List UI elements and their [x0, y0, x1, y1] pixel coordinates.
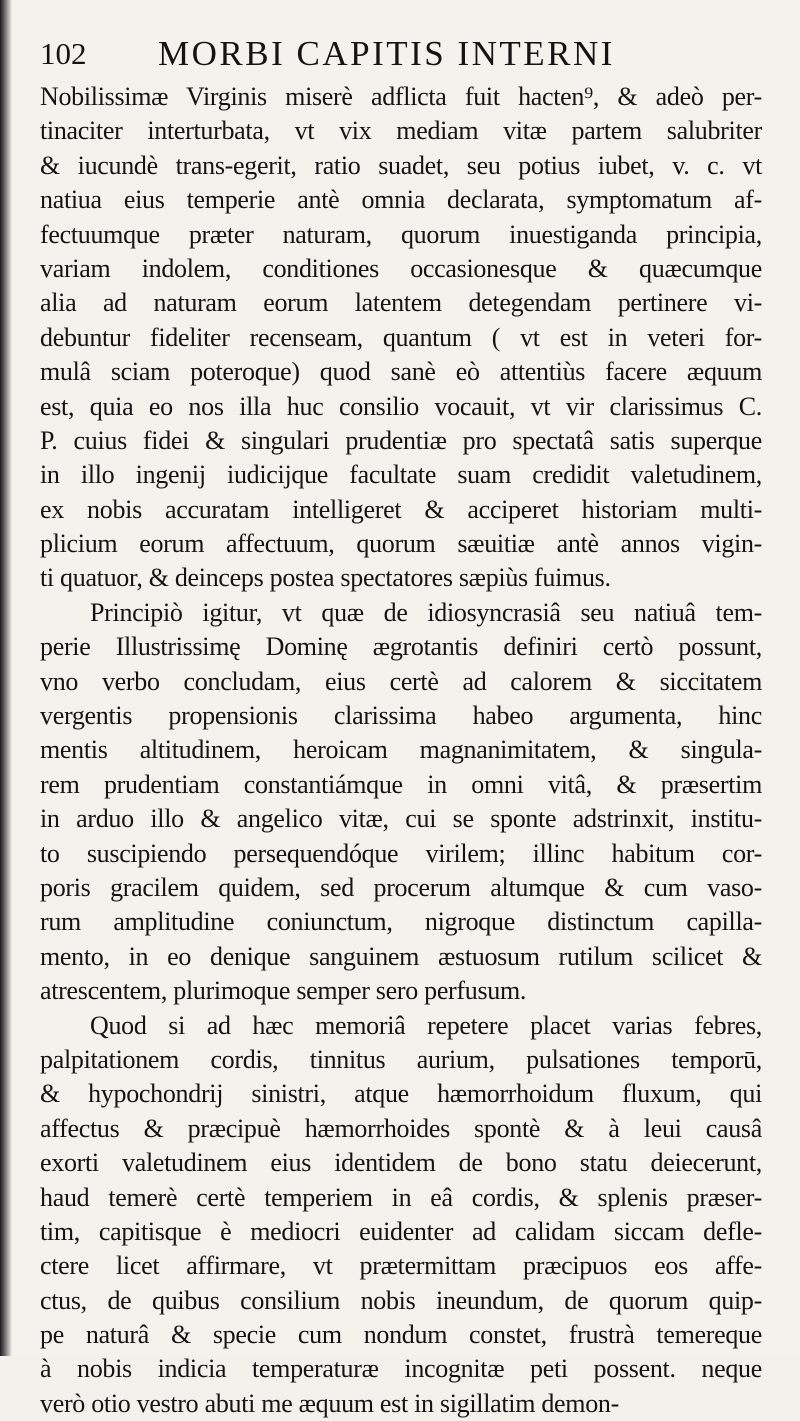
text-line: fectuumque præter naturam, quorum inuestiganda principia, [40, 219, 762, 249]
paragraph-1 [40, 80, 762, 596]
text-line: to suscipiendo persequendóque virilem; illinc habitum cor- [40, 838, 762, 868]
text-line: verò otio vestro abuti me æquum est in sigillatim demon- [40, 1388, 619, 1418]
text-line: plicium eorum affectuum, quorum sæuitiæ antè annos vigin- [40, 529, 762, 559]
page-header [40, 34, 760, 78]
text-line: in illo ingenij iudicijque facultate suam credidit valetudinem, [40, 460, 762, 490]
text-line: vno verbo concludam, eius certè ad calorem & siccitatem [40, 666, 762, 696]
text-line: mento, in eo denique sanguinem æstuosum rutilum scilicet & [40, 941, 762, 971]
text-line: mulâ sciam poteroque) quod sanè eò attentiùs facere æquum [40, 357, 762, 387]
text-line: debuntur fideliter recenseam, quantum ( vt est in veteri for- [40, 322, 762, 352]
paragraph-2 [40, 596, 762, 1009]
text-line: exorti valetudinem eius identidem de bono statu deiecerunt, [40, 1148, 762, 1178]
text-line: & iucundè trans-egerit, ratio suadet, seu potius iubet, v. c. vt [40, 150, 762, 180]
text-line: alia ad naturam eorum latentem detegendam pertinere vi- [40, 288, 762, 318]
text-line: à nobis indicia temperaturæ incognitæ peti possent. neque [40, 1354, 762, 1384]
text-line: est, quia eo nos illa huc consilio vocauit, vt vir clarissimus C. [40, 391, 762, 421]
text-line: poris gracilem quidem, sed procerum altumque & cum vaso- [40, 872, 762, 902]
text-line: ti quatuor, & deinceps postea spectatores sæpiùs fuimus. [40, 563, 611, 593]
text-line: Nobilissimæ Virginis miserè adflicta fuit hacten⁹, & adeò per- [40, 82, 762, 111]
text-line: pe naturâ & specie cum nondum constet, frustrà temereque [40, 1320, 762, 1350]
text-line: perie Illustrissimę Dominę ægrotantis definiri certò possunt, [40, 632, 762, 662]
text-line: atrescentem, plurimoque semper sero perfusum. [40, 976, 527, 1006]
text-line: Principiò igitur, vt quæ de idiosyncrasiâ seu natiuâ tem- [90, 597, 762, 627]
text-line: natiua eius temperie antè omnia declarata, symptomatum af- [40, 185, 762, 215]
text-line: tinaciter interturbata, vt vix mediam vitæ partem salubriter [40, 116, 762, 146]
text-line: in arduo illo & angelico vitæ, cui se sponte adstrinxit, institu- [40, 804, 762, 834]
text-line: Quod si ad hæc memoriâ repetere placet varias febres, [90, 1010, 762, 1040]
text-line: rum amplitudine coniunctum, nigroque distinctum capilla- [40, 907, 762, 937]
page-number: 102 [40, 36, 87, 71]
text-line: vergentis propensionis clarissima habeo argumenta, hinc [40, 701, 762, 731]
text-line: affectus & præcipuè hæmorrhoides spontè & à leui causâ [40, 1113, 762, 1143]
text-line: P. cuius fidei & singulari prudentiæ pro spectatâ satis superque [40, 425, 762, 455]
text-line: palpitationem cordis, tinnitus aurium, pulsationes temporū, [40, 1044, 762, 1074]
text-line: ctere licet affirmare, vt prætermittam præcipuos eos affe- [40, 1251, 762, 1281]
text-line: ex nobis accuratam intelligeret & acciperet historiam multi- [40, 494, 762, 524]
text-line: ctus, de quibus consilium nobis ineundum, de quorum quip- [40, 1285, 762, 1315]
text-line: mentis altitudinem, heroicam magnanimitatem, & singula- [40, 735, 762, 765]
text-line: variam indolem, conditiones occasionesque & quæcumque [40, 253, 762, 283]
text-line: rem prudentiam constantiámque in omni vitâ, & præsertim [40, 769, 762, 799]
running-title: MORBI CAPITIS INTERNI [158, 34, 615, 73]
paragraph-3 [40, 1009, 762, 1421]
text-line: haud temerè certè temperiem in eâ cordis, & splenis præser- [40, 1182, 762, 1212]
text-line: tim, capitisque è mediocri euidenter ad calidam siccam defle- [40, 1216, 762, 1246]
text-line: & hypochondrij sinistri, atque hæmorrhoidum fluxum, qui [40, 1079, 762, 1109]
body-text [40, 80, 762, 1421]
